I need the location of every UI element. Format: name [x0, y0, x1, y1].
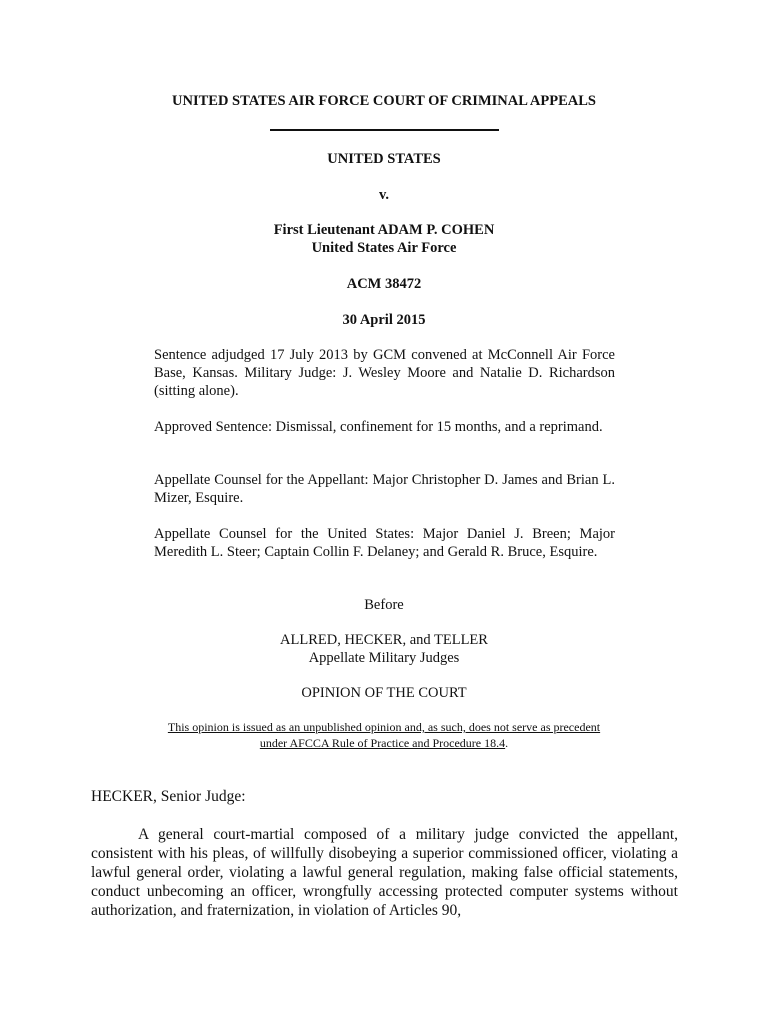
defendant-name: First Lieutenant ADAM P. COHEN [273, 222, 495, 238]
paragraph: A general court-martial composed of a military judge convicted the appellant, consistent with his pleas, of willfully disobeying a superior commissioned officer, violating a lawful general order, violating a lawful general regulation, making false official statements, conduct unbecoming an officer, wrongfully accessing protected computer systems without authorization, and fraternization, in violation of Articles 90, [91, 826, 678, 919]
appellant-counsel: Appellate Counsel for the Appellant: Major Christopher D. James and Brian L. Mizer, Esquire. [154, 472, 615, 506]
opinion-author: HECKER, Senior Judge: [91, 788, 246, 805]
approved-sentence: Approved Sentence: Dismissal, confinement for 15 months, and a reprimand. [154, 419, 603, 435]
opinion-title: OPINION OF THE COURT [301, 685, 467, 701]
sentence-adjudged: Sentence adjudged 17 July 2013 by GCM convened at McConnell Air Force Base, Kansas. Military Judge: J. Wesley Moore and Natalie D. Richardson (sitting alone). [154, 347, 615, 399]
unpublished-notice-line2: under AFCCA Rule of Practice and Procedure 18.4. [259, 736, 509, 750]
court-name: UNITED STATES AIR FORCE COURT OF CRIMINAL APPEALS [172, 93, 596, 109]
opinion-body [91, 825, 678, 920]
panel-judges-title: Appellate Military Judges [308, 650, 460, 666]
decision-date: 30 April 2015 [342, 312, 426, 328]
defendant-service: United States Air Force [311, 240, 457, 256]
versus-label: v. [378, 187, 390, 203]
title-rule [270, 129, 499, 131]
party-united-states: UNITED STATES [327, 151, 441, 167]
panel-judges: ALLRED, HECKER, and TELLER [280, 632, 488, 648]
government-counsel: Appellate Counsel for the United States: Major Daniel J. Breen; Major Meredith L. Steer; Captain Collin F. Delaney; and Gerald R. Bruce, Esquire. [154, 526, 615, 560]
docket-number: ACM 38472 [346, 276, 422, 292]
before-label: Before [364, 597, 404, 613]
unpublished-notice-line1: This opinion is issued as an unpublished opinion and, as such, does not serve as precedent [167, 720, 601, 734]
